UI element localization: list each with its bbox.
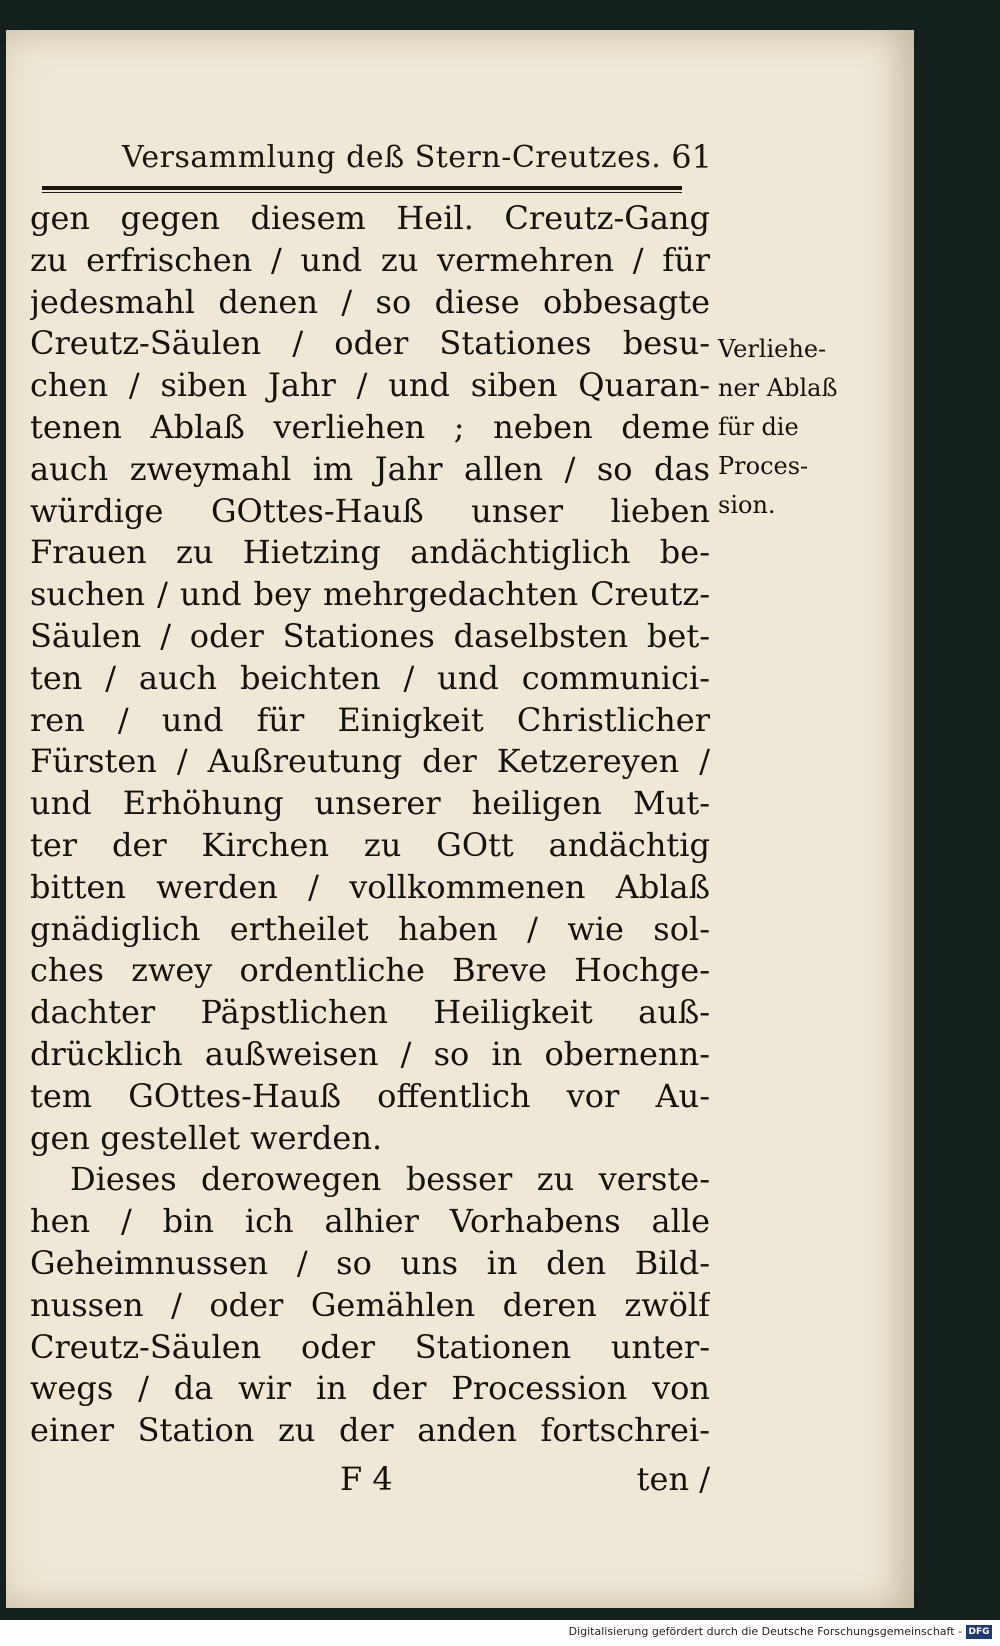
page-number: 61 [671, 138, 712, 176]
text-line: Creutz-Säulen oder Stationen unter- [30, 1327, 710, 1366]
text-line: bitten werden / vollkommenen Ablaß [30, 867, 710, 906]
text-line: ten / auch beichten / und communici- [30, 658, 710, 697]
text-line: wegs / da wir in der Procession von [30, 1369, 710, 1408]
text-line: tenen Ablaß verliehen ; neben deme [30, 407, 710, 446]
text-line: ren / und für Einigkeit Christlicher [30, 700, 710, 739]
text-line: auch zweymahl im Jahr allen / so das [30, 449, 710, 488]
text-line: chen / siben Jahr / und siben Quaran- [30, 366, 710, 405]
text-line: suchen / und bey mehrgedachten Creutz- [30, 575, 710, 614]
text-line: ches zwey ordentliche Breve Hochge- [30, 951, 710, 990]
digitization-footer [0, 1620, 1000, 1646]
text-line: Creutz-Säulen / oder Stationes besu- [30, 324, 710, 363]
text-line: Frauen zu Hietzing andächtiglich be- [30, 533, 710, 572]
text-line: zu erfrischen / und zu vermehren / für [30, 240, 710, 279]
dfg-logo: DFG [966, 1625, 992, 1639]
margin-note-line: sion. [718, 491, 776, 519]
margin-note [718, 330, 878, 525]
text-line: nussen / oder Gemählen deren zwölf [30, 1285, 710, 1324]
funding-credit: Digitalisierung gefördert durch die Deutsche Forschungsgemeinschaft - [568, 1625, 962, 1638]
text-line: hen / bin ich alhier Vorhabens alle [30, 1202, 710, 1241]
running-head: Versammlung deß Stern-Creutzes. [122, 140, 662, 175]
text-line: Fürsten / Außreutung der Ketzereyen / [30, 742, 710, 781]
signature-mark: F 4 [340, 1460, 393, 1498]
text-line: dachter Päpstlichen Heiligkeit auß- [30, 993, 710, 1032]
book-page [6, 30, 914, 1608]
text-line: einer Station zu der anden fortschrei- [30, 1411, 710, 1450]
text-line: würdige GOttes-Hauß unser lieben [30, 491, 710, 530]
text-line: ter der Kirchen zu GOtt andächtig [30, 825, 710, 864]
catchword: ten / [636, 1460, 710, 1498]
text-line: Dieses derowegen besser zu verste- [70, 1160, 710, 1199]
text-line: drücklich außweisen / so in obernenn- [30, 1034, 710, 1073]
header-rule [42, 186, 682, 193]
margin-note-line: für die [718, 413, 799, 441]
text-line: tem GOttes-Hauß offentlich vor Au- [30, 1076, 710, 1115]
margin-note-line: ner Ablaß [718, 374, 838, 402]
page-header [32, 110, 712, 180]
text-line: gen gestellet werden. [30, 1118, 383, 1157]
text-line: und Erhöhung unserer heiligen Mut- [30, 784, 710, 823]
text-line: Geheimnussen / so uns in den Bild- [30, 1243, 710, 1282]
text-line: gen gegen diesem Heil. Creutz-Gang [30, 199, 710, 237]
margin-note-line: Verliehe- [718, 335, 827, 363]
text-line: Säulen / oder Stationes daselbsten bet- [30, 616, 710, 655]
margin-note-line: Proces- [718, 452, 809, 480]
body-text [30, 198, 710, 1452]
text-line: gnädiglich ertheilet haben / wie sol- [30, 909, 710, 948]
page-footer [30, 1460, 710, 1510]
text-line: jedesmahl denen / so diese obbesagte [30, 282, 710, 321]
